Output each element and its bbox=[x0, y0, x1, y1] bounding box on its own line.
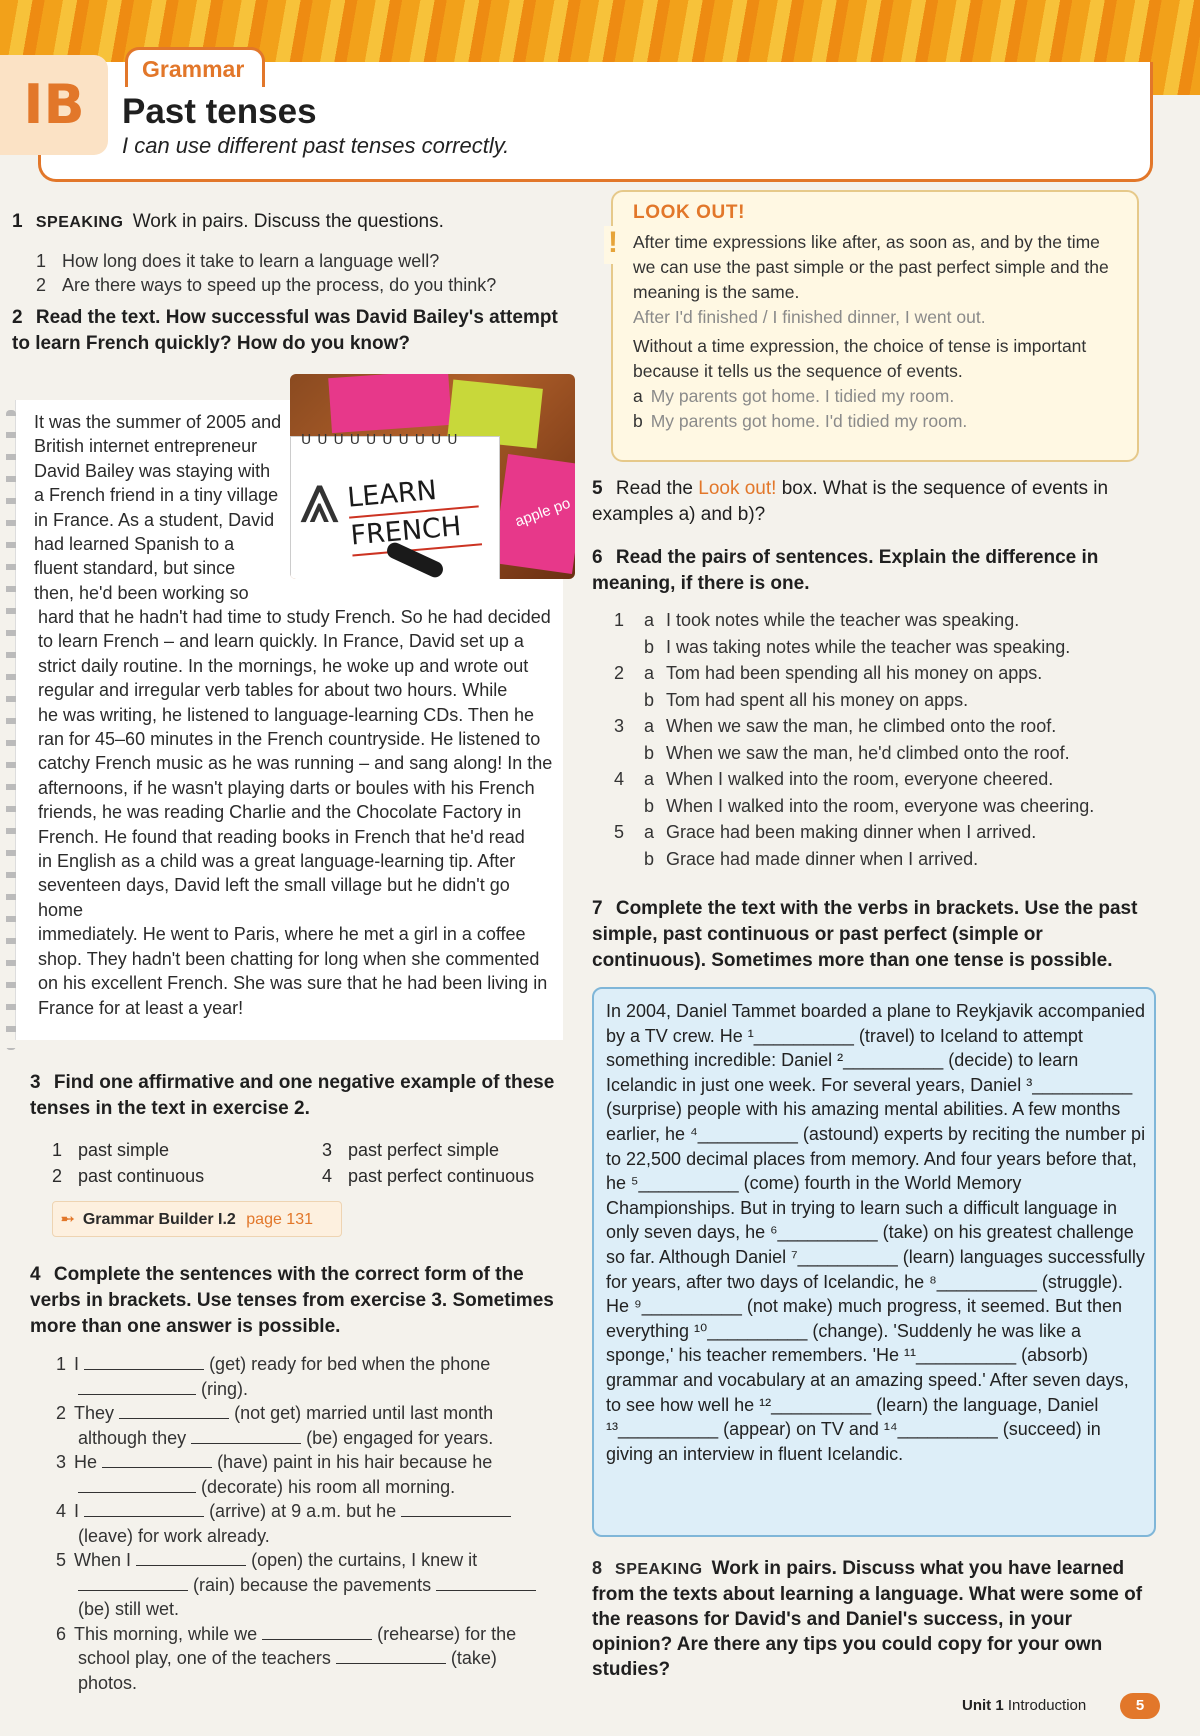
reading-line: afternoons, if he wasn't playing darts or boules with his French bbox=[38, 777, 535, 798]
item-number: 1 bbox=[56, 1354, 67, 1374]
pair-number: 1 bbox=[614, 610, 625, 630]
item-text: (ring). bbox=[201, 1378, 249, 1399]
exercise-4-items bbox=[30, 1352, 570, 1695]
answer-blank[interactable] bbox=[78, 1575, 188, 1591]
answer-blank[interactable] bbox=[78, 1379, 196, 1395]
exercise-1-questions bbox=[12, 249, 572, 297]
exercise-5-text: Read the bbox=[615, 478, 693, 499]
exercise-number: 2 bbox=[12, 307, 23, 328]
sentence-text: I took notes while the teacher was speaking. bbox=[666, 610, 1020, 630]
footer-section: Introduction bbox=[1007, 1697, 1087, 1714]
exclamation-icon: ! bbox=[604, 226, 622, 264]
exercise-number: 5 bbox=[592, 478, 603, 499]
item-number: 4 bbox=[322, 1166, 333, 1186]
answer-blank[interactable] bbox=[262, 1624, 372, 1640]
exercise-6-instruction: Read the pairs of sentences. Explain the difference in meaning, if there is one. bbox=[592, 547, 1099, 594]
exercise-2 bbox=[12, 305, 572, 357]
item-number: 1 bbox=[52, 1140, 63, 1160]
sentence-row bbox=[614, 660, 1152, 687]
exercise-8-instruction: Work in pairs. Discuss what you have learned from the texts about learning a language. What were some of the reasons for David's and Daniel's success, in your opinion? Are there any tips you could copy for your own studies? bbox=[592, 1558, 1143, 1680]
item-text: How long does it take to learn a language well? bbox=[62, 251, 440, 271]
sentence-letter: b bbox=[643, 795, 654, 816]
item-text: (not get) married until last month bbox=[234, 1403, 494, 1423]
look-out-example bbox=[633, 384, 1123, 409]
reading-line: catchy French music as he was running – and sang along! In the bbox=[38, 753, 553, 774]
exercise-3-heading bbox=[30, 1070, 570, 1122]
pair-number bbox=[614, 846, 632, 873]
reading-line: seventeen days, David left the small village but he didn't go home bbox=[38, 875, 510, 920]
sentence-text: Tom had been spending all his money on apps. bbox=[666, 663, 1043, 683]
sentence-letter: a bbox=[643, 822, 654, 842]
item-text: although they bbox=[78, 1427, 187, 1448]
page-subtitle: I can use different past tenses correctly. bbox=[122, 133, 510, 158]
reading-line: then, he'd been working so bbox=[34, 582, 249, 603]
pair-number: 5 bbox=[614, 822, 625, 842]
sticky-note bbox=[328, 374, 452, 433]
item-text: past simple bbox=[78, 1140, 170, 1160]
double-arrow-icon: ➸ bbox=[61, 1211, 75, 1228]
exercise-1 bbox=[12, 210, 572, 297]
reading-paragraph-bottom bbox=[38, 605, 558, 1020]
exercise-7-instruction: Complete the text with the verbs in brackets. Use the past simple, past continuous or past perfect (simple or continuous). Sometimes more than one tense is possible. bbox=[592, 898, 1138, 971]
reading-line: ran for 45–60 minutes in the French countryside. He listened to bbox=[38, 729, 541, 750]
pair-number bbox=[614, 634, 632, 661]
example-text: My parents got home. I tidied my room. bbox=[650, 386, 955, 406]
look-out-example bbox=[633, 409, 1123, 434]
sentence-letter: a bbox=[643, 716, 654, 736]
list-item bbox=[56, 1499, 570, 1548]
look-out-example: After I'd finished / I finished dinner, I went out. bbox=[633, 307, 986, 327]
reading-line: on his excellent French. She was sure that he had been living in bbox=[38, 973, 548, 994]
item-text: school play, one of the teachers bbox=[78, 1648, 331, 1668]
answer-blank[interactable] bbox=[136, 1550, 246, 1566]
item-text: Are there ways to speed up the process, do you think? bbox=[62, 275, 497, 295]
sentence-row bbox=[614, 819, 1152, 846]
reading-line: British internet entrepreneur bbox=[34, 436, 258, 457]
exercise-6 bbox=[592, 545, 1152, 872]
item-number: 2 bbox=[36, 275, 47, 295]
sentence-letter: b bbox=[643, 742, 654, 763]
answer-blank[interactable] bbox=[336, 1648, 446, 1664]
item-number: 2 bbox=[52, 1166, 63, 1186]
exercise-number: 6 bbox=[592, 547, 603, 568]
answer-blank[interactable] bbox=[119, 1403, 229, 1419]
pair-number bbox=[614, 687, 632, 714]
answer-blank[interactable] bbox=[102, 1452, 212, 1468]
reading-line: regular and irregular verb tables for about two hours. While bbox=[38, 680, 508, 701]
list-item bbox=[56, 1622, 570, 1696]
exercise-4 bbox=[30, 1262, 570, 1695]
reading-line: in English as a child was a great language-learning tip. After bbox=[38, 851, 516, 872]
reading-line: David Bailey was staying with bbox=[34, 460, 271, 481]
list-item bbox=[56, 1450, 570, 1499]
sentence-row bbox=[614, 687, 1152, 714]
example-text: My parents got home. I'd tidied my room. bbox=[650, 411, 968, 431]
answer-blank[interactable] bbox=[84, 1501, 204, 1517]
grammar-builder-page: page 131 bbox=[246, 1211, 313, 1228]
section-label: Grammar bbox=[142, 56, 245, 82]
sentence-text: Grace had been making dinner when I arrived. bbox=[666, 822, 1037, 842]
learn-french-photo bbox=[290, 374, 575, 579]
item-text: (be) engaged for years. bbox=[306, 1427, 494, 1448]
speaking-label: SPEAKING bbox=[615, 1561, 703, 1578]
sentence-letter: b bbox=[643, 689, 654, 710]
sentence-letter: a bbox=[643, 769, 654, 789]
gap-fill-text: In 2004, Daniel Tammet boarded a plane to Reykjavik accompanied by a TV crew. He ¹__________ (travel) to Iceland to attempt something incredible: Daniel ²__________ (decide) to learn Icelandic in just one week. For several years, Daniel ³__________ (surprise) people with his amazing mental abilities. A few months earlier, he ⁴__________ (astound) experts by reciting the number pi to 22,500 decimal places from memory. And four years before that, he ⁵__________ (come) fourth in the World Memory Championships. But in trying to learn such a difficult language in only seven days, he ⁶__________ (take) on his greatest challenge so far. Although Daniel ⁷__________ (learn) languages successfully for years, after two days of Icelandic, he ⁸__________ (struggle). He ⁹__________ (not make) much progress, it seemed. But then everything ¹⁰__________ (change). 'Suddenly he was like a sponge,' his teacher remembers. 'He ¹¹__________ (absorb) grammar and vocabulary at an amazing speed.' After seven days, to see how well he ¹²__________ (learn) the language, Daniel ¹³__________ (appear) on TV and ¹⁴__________ (succeed) in giving an interview in fluent Icelandic. bbox=[606, 1001, 1146, 1464]
exercise-2-instruction: Read the text. How successful was David Bailey's attempt to learn French quickly? How do you know? bbox=[12, 307, 558, 354]
sentence-row bbox=[614, 740, 1152, 767]
item-number: 6 bbox=[56, 1623, 67, 1644]
notebook-rings-icon: ᑌᑌᑌᑌᑌᑌᑌᑌᑌᑌ bbox=[301, 431, 464, 447]
item-text: This morning, while we bbox=[74, 1623, 258, 1644]
reading-line: French. He found that reading books in French that he'd read bbox=[38, 826, 525, 847]
list-item bbox=[322, 1138, 572, 1162]
exercise-7 bbox=[592, 896, 1152, 974]
item-text: past perfect simple bbox=[348, 1140, 500, 1160]
sentence-letter: b bbox=[643, 848, 654, 869]
reading-line: strict daily routine. In the mornings, he woke up and wrote out bbox=[38, 655, 529, 676]
answer-blank[interactable] bbox=[78, 1477, 196, 1493]
look-out-title: LOOK OUT! bbox=[633, 202, 745, 223]
pair-number: 4 bbox=[614, 769, 625, 789]
speaking-label: SPEAKING bbox=[35, 214, 124, 231]
reading-line: had learned Spanish to a bbox=[34, 534, 235, 555]
footer-unit-number: Unit 1 bbox=[962, 1697, 1004, 1714]
reading-line: shop. They hadn't been chatting for long when she commented bbox=[38, 948, 540, 969]
sentence-row bbox=[614, 793, 1152, 820]
reading-paragraph-top bbox=[34, 410, 284, 605]
reading-line: immediately. He went to Paris, where he met a girl in a coffee bbox=[38, 924, 526, 945]
item-text: past perfect continuous bbox=[348, 1166, 535, 1186]
reading-line: fluent standard, but since bbox=[34, 558, 236, 579]
answer-blank[interactable] bbox=[84, 1354, 204, 1370]
exercise-4-heading bbox=[30, 1262, 570, 1340]
item-text: (take) bbox=[450, 1648, 497, 1668]
list-item bbox=[52, 1164, 322, 1188]
reading-line: to learn French – and learn quickly. In France, David set up a bbox=[38, 631, 524, 652]
gap-fill-text-box bbox=[592, 987, 1156, 1537]
item-number: 2 bbox=[56, 1403, 67, 1423]
look-out-paragraph: After time expressions like after, as soon as, and by the time we can use the past simple or the past perfect simple and the meaning is the same. bbox=[633, 232, 1109, 302]
list-item bbox=[52, 1138, 322, 1162]
answer-blank[interactable] bbox=[191, 1428, 301, 1444]
exercise-8 bbox=[592, 1556, 1152, 1682]
item-number: 3 bbox=[56, 1452, 67, 1472]
exercise-number: 8 bbox=[592, 1558, 603, 1578]
look-out-body bbox=[633, 230, 1123, 434]
sentence-row bbox=[614, 607, 1152, 634]
item-text: (rehearse) for the bbox=[377, 1623, 517, 1644]
sticky-note-text: apple po bbox=[512, 494, 573, 531]
item-text: They bbox=[74, 1403, 115, 1423]
item-number: 1 bbox=[36, 251, 47, 271]
tense-list bbox=[30, 1138, 570, 1188]
sentence-row bbox=[614, 713, 1152, 740]
item-text: (decorate) his room all morning. bbox=[201, 1476, 456, 1497]
item-text: (rain) because the pavements bbox=[193, 1574, 432, 1595]
look-out-reference: Look out! bbox=[698, 478, 777, 499]
exercise-number: 4 bbox=[30, 1264, 41, 1285]
exercise-1-instruction: Work in pairs. Discuss the questions. bbox=[132, 211, 444, 232]
sentence-letter: a bbox=[643, 610, 654, 630]
sentence-row bbox=[614, 766, 1152, 793]
pair-number: 2 bbox=[614, 663, 625, 683]
reading-line: friends, he was reading Charlie and the Chocolate Factory in bbox=[38, 802, 522, 823]
footer-unit bbox=[962, 1697, 1086, 1714]
answer-blank[interactable] bbox=[401, 1501, 511, 1517]
exercise-6-heading bbox=[592, 545, 1152, 597]
answer-blank[interactable] bbox=[436, 1575, 536, 1591]
item-text: I bbox=[74, 1354, 80, 1374]
list-item bbox=[56, 1401, 570, 1450]
list-item bbox=[56, 1352, 570, 1401]
sentence-text: When I walked into the room, everyone cheered. bbox=[666, 769, 1054, 789]
reading-line: in France. As a student, David bbox=[34, 509, 275, 530]
look-out-box bbox=[608, 190, 1139, 462]
item-text: past continuous bbox=[78, 1166, 205, 1186]
example-label: b bbox=[633, 411, 643, 431]
exercise-3-instruction: Find one affirmative and one negative example of these tenses in the text in exercise 2. bbox=[30, 1072, 555, 1119]
item-text: (arrive) at 9 a.m. but he bbox=[209, 1501, 397, 1521]
pair-number: 3 bbox=[614, 716, 625, 736]
grammar-builder-label: Grammar Builder I.2 bbox=[82, 1211, 236, 1228]
list-item bbox=[56, 1548, 570, 1622]
sentence-row bbox=[614, 846, 1152, 873]
item-number: 5 bbox=[56, 1550, 67, 1570]
item-text: He bbox=[74, 1452, 98, 1472]
item-text: When I bbox=[74, 1550, 132, 1570]
exercise-number: 7 bbox=[592, 898, 603, 919]
page-number: 5 bbox=[1120, 1693, 1160, 1719]
notebook-line: LEARN bbox=[346, 469, 479, 518]
exercise-1-heading bbox=[12, 210, 572, 235]
pair-number bbox=[614, 740, 632, 767]
sentence-text: I was taking notes while the teacher was speaking. bbox=[666, 636, 1071, 657]
reading-line: a French friend in a tiny village bbox=[34, 485, 279, 506]
page-title: Past tenses bbox=[122, 92, 317, 131]
item-text: (leave) for work already. bbox=[78, 1525, 270, 1546]
eiffel-tower-icon: ⩓ bbox=[299, 458, 340, 538]
notebook-spiral bbox=[6, 410, 16, 1050]
exercise-4-instruction: Complete the sentences with the correct form of the verbs in brackets. Use tenses from exercise 3. Sometimes more than one answer is possible. bbox=[30, 1264, 554, 1337]
exercise-number: 1 bbox=[12, 211, 23, 232]
sentence-letter: a bbox=[643, 663, 654, 683]
sentence-text: When we saw the man, he climbed onto the roof. bbox=[666, 716, 1057, 736]
list-item bbox=[36, 249, 572, 273]
item-text: (have) paint in his hair because he bbox=[217, 1452, 493, 1472]
item-number: 4 bbox=[56, 1501, 67, 1521]
sentence-text: When I walked into the room, everyone was cheering. bbox=[666, 795, 1095, 816]
item-number: 3 bbox=[322, 1140, 333, 1160]
reading-line: hard that he hadn't had time to study French. So he had decided bbox=[38, 607, 551, 627]
exercise-5 bbox=[592, 476, 1152, 528]
notebook-writing bbox=[346, 469, 482, 556]
exercise-5-text: box. What is the sequence of events in examples a) and b)? bbox=[592, 478, 1109, 525]
sentence-text: When we saw the man, he'd climbed onto the roof. bbox=[666, 742, 1070, 763]
sentence-row bbox=[614, 634, 1152, 661]
grammar-builder-link[interactable] bbox=[52, 1201, 342, 1237]
item-text: (be) still wet. bbox=[78, 1599, 180, 1619]
reading-line: France for at least a year! bbox=[38, 997, 244, 1018]
unit-code-badge: IB bbox=[0, 55, 108, 155]
item-text: (get) ready for bed when the phone bbox=[209, 1354, 491, 1374]
sentence-letter: b bbox=[643, 636, 654, 657]
example-label: a bbox=[633, 386, 643, 406]
list-item bbox=[322, 1164, 572, 1188]
sentence-text: Tom had spent all his money on apps. bbox=[666, 689, 969, 710]
sentence-text: Grace had made dinner when I arrived. bbox=[666, 848, 979, 869]
sentence-pairs bbox=[592, 607, 1152, 872]
item-text: (open) the curtains, I knew it bbox=[251, 1550, 478, 1570]
notebook-line: FRENCH bbox=[349, 507, 482, 556]
exercise-number: 3 bbox=[30, 1072, 41, 1093]
look-out-paragraph: Without a time expression, the choice of tense is important because it tells us the sequence of events. bbox=[633, 336, 1087, 381]
reading-line: It was the summer of 2005 and bbox=[34, 412, 282, 432]
exercise-3 bbox=[30, 1070, 570, 1188]
pair-number bbox=[614, 793, 632, 820]
reading-line: he was writing, he listened to language-learning CDs. Then he bbox=[38, 704, 534, 725]
item-text: I bbox=[74, 1501, 80, 1521]
list-item bbox=[36, 273, 572, 297]
item-text: photos. bbox=[78, 1672, 138, 1693]
